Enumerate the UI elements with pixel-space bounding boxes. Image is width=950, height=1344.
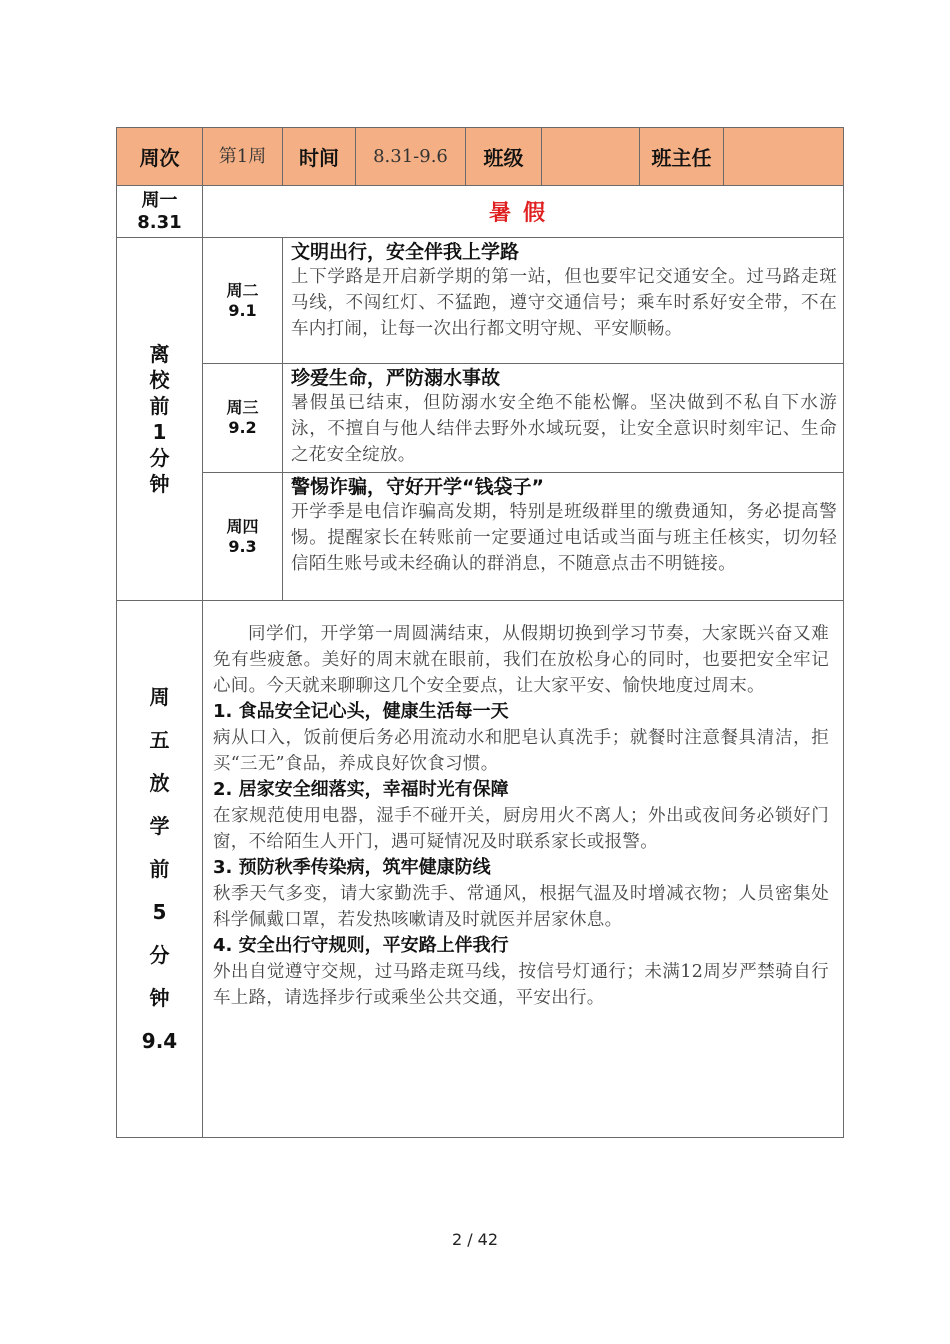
wednesday-content — [283, 364, 844, 473]
point-body: 在家规范使用电器，湿手不碰开关，厨房用火不离人；外出或夜间务必锁好门窗，不给陌生人开门，遇可疑情况及时联系家长或报警。 — [213, 806, 829, 852]
teacher-label: 班主任 — [640, 128, 724, 186]
time-label: 时间 — [283, 128, 356, 186]
friday-label-char: 学 — [149, 813, 170, 838]
teacher-value[interactable] — [724, 128, 844, 186]
before-school-char: 分 — [149, 446, 170, 470]
friday-label-char: 放 — [149, 770, 170, 795]
before-school-char: 离 — [149, 342, 170, 366]
point-body: 秋季天气多变，请大家勤洗手、常通风，根据气温及时增减衣物；人员密集处科学佩戴口罩，若发热咳嗽请及时就医并居家休息。 — [213, 884, 829, 930]
thursday-row — [117, 473, 844, 601]
point-title: 1. 食品安全记心头，健康生活每一天 — [213, 701, 509, 722]
day-date: 9.2 — [228, 418, 257, 437]
friday-label-char: 前 — [149, 856, 170, 881]
point-title: 4. 安全出行守规则，平安路上伴我行 — [213, 935, 509, 956]
day-name: 周三 — [226, 398, 259, 417]
thursday-label — [203, 473, 283, 601]
tuesday-row — [117, 238, 844, 364]
monday-date: 8.31 — [137, 211, 182, 233]
weekly-safety-plan-table — [116, 127, 844, 1138]
friday-label-char: 钟 — [149, 985, 170, 1010]
tuesday-title: 文明出行，安全伴我上学路 — [291, 241, 520, 263]
day-date: 9.3 — [228, 536, 257, 556]
friday-content — [203, 601, 844, 1138]
tuesday-content — [283, 238, 844, 364]
monday-row — [117, 186, 844, 238]
before-school-char: 钟 — [149, 472, 170, 496]
tuesday-label — [203, 238, 283, 364]
class-value[interactable] — [542, 128, 640, 186]
header-row — [117, 128, 844, 186]
friday-label-char: 5 — [152, 899, 167, 924]
before-school-label — [117, 238, 203, 601]
thursday-content — [283, 473, 844, 601]
before-school-char: 校 — [149, 368, 170, 392]
point-body: 病从口入，饭前便后务必用流动水和肥皂认真洗手；就餐时注意餐具清洁，拒买“三无”食品，养成良好饮食习惯。 — [213, 728, 829, 774]
before-school-char: 前 — [149, 394, 170, 418]
thursday-title: 警惕诈骗，守好开学“钱袋子” — [291, 476, 544, 498]
holiday-text: 暑假 — [203, 186, 844, 238]
day-date: 9.1 — [228, 300, 257, 320]
friday-label-char: 分 — [149, 942, 170, 967]
monday-day: 周一 — [141, 189, 178, 211]
before-school-char: 1 — [152, 420, 167, 444]
point-title: 3. 预防秋季传染病，筑牢健康防线 — [213, 857, 491, 878]
class-label: 班级 — [466, 128, 542, 186]
friday-label-char: 五 — [149, 727, 170, 752]
monday-label — [117, 186, 203, 238]
day-name: 周四 — [226, 516, 259, 536]
thursday-body: 开学季是电信诈骗高发期，特别是班级群里的缴费通知，务必提高警惕。提醒家长在转账前一定要通过电话或当面与班主任核实，切勿轻信陌生账号或未经确认的群消息，不随意点击不明链接。 — [291, 502, 837, 574]
point-body: 外出自觉遵守交规，过马路走斑马线，按信号灯通行；未满12周岁严禁骑自行车上路，请选择步行或乘坐公共交通，平安出行。 — [213, 962, 829, 1008]
point-title: 2. 居家安全细落实，幸福时光有保障 — [213, 779, 509, 800]
wednesday-row — [117, 364, 844, 473]
time-value: 8.31-9.6 — [356, 128, 466, 186]
week-label: 周次 — [117, 128, 203, 186]
friday-row — [117, 601, 844, 1138]
day-name: 周二 — [226, 280, 259, 300]
wednesday-title: 珍爱生命，严防溺水事故 — [291, 367, 501, 389]
week-value: 第1周 — [203, 128, 283, 186]
friday-intro: 同学们，开学第一周圆满结束，从假期切换到学习节奏，大家既兴奋又难免有些疲惫。美好的周末就在眼前，我们在放松身心的同时，也要把安全牢记心间。今天就来聊聊这几个安全要点，让大家平安、愉快地度过周末。 — [213, 624, 829, 696]
wednesday-label — [203, 364, 283, 473]
friday-date: 9.4 — [141, 1028, 178, 1053]
friday-label — [117, 601, 203, 1138]
friday-label-char: 周 — [149, 684, 170, 709]
tuesday-body: 上下学路是开启新学期的第一站，但也要牢记交通安全。过马路走斑马线，不闯红灯、不猛跑，遵守交通信号；乘车时系好安全带，不在车内打闹，让每一次出行都文明守规、平安顺畅。 — [291, 267, 837, 339]
page-number: 2 / 42 — [451, 1230, 499, 1249]
wednesday-body: 暑假虽已结束，但防溺水安全绝不能松懈。坚决做到不私自下水游泳，不擅自与他人结伴去野外水域玩耍，让安全意识时刻牢记、生命之花安全绽放。 — [291, 393, 837, 465]
